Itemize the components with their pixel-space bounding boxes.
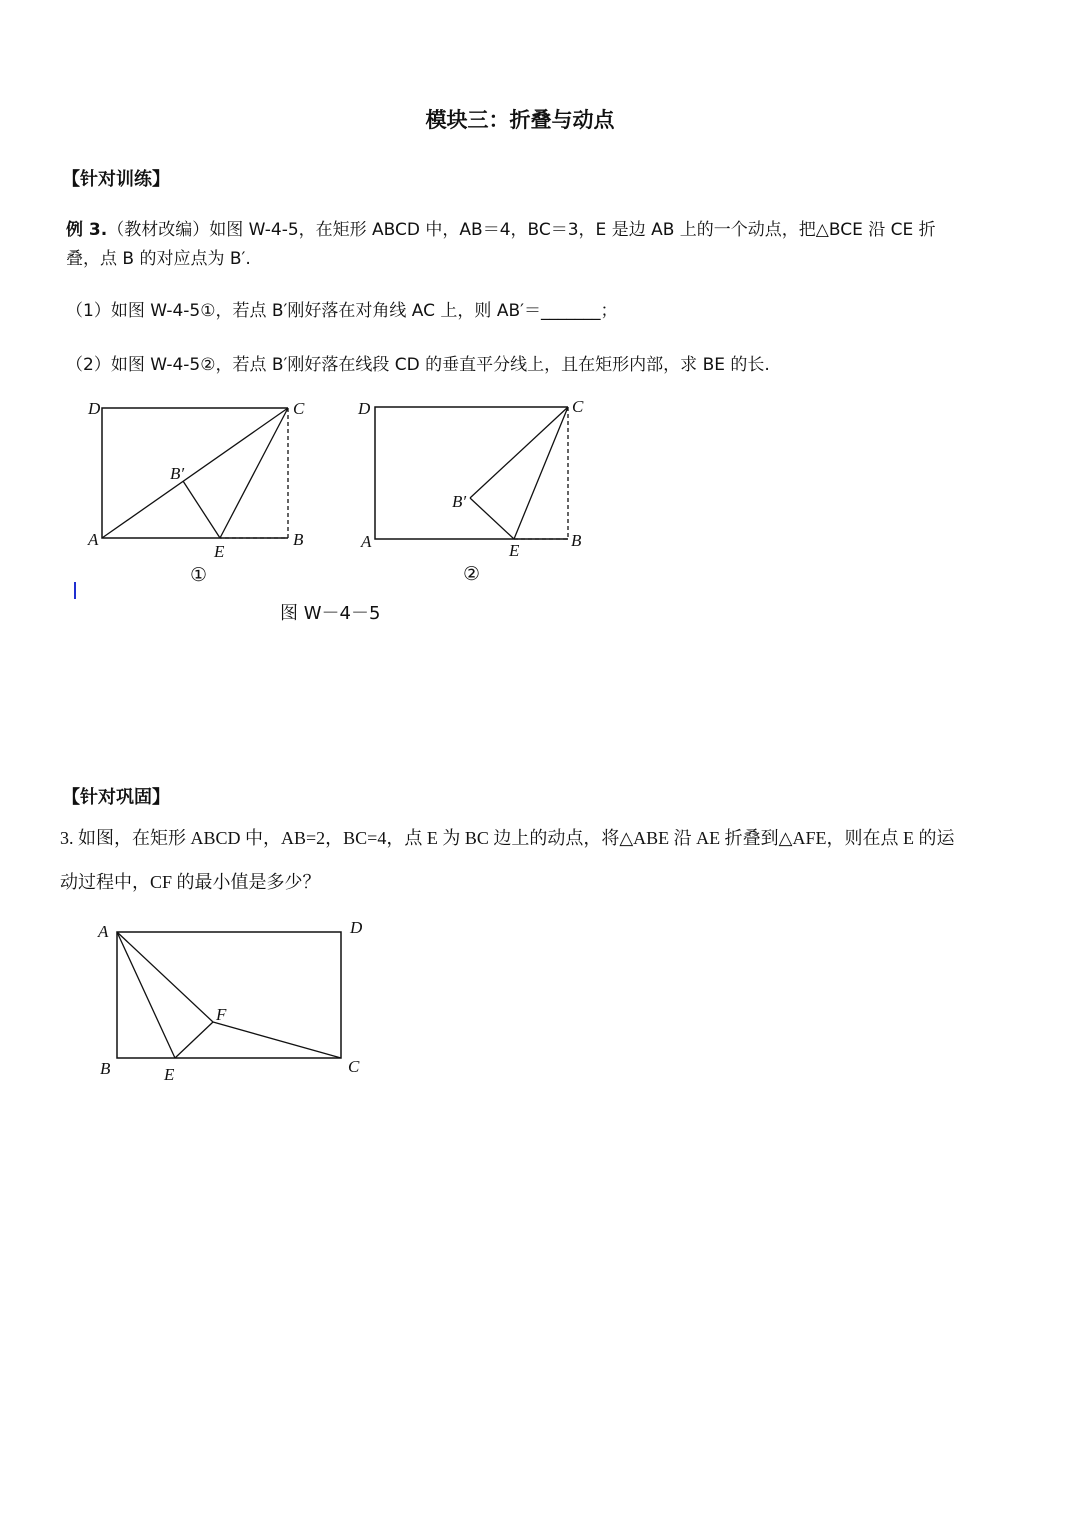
figure-2: [357, 397, 584, 585]
section-heading-training: 【针对训练】: [62, 169, 170, 190]
fig2-rect-edges: [375, 407, 568, 539]
fig1-segment-ce: [220, 408, 288, 538]
example-3-text: [66, 216, 1026, 274]
fig1-label-c: C: [293, 399, 305, 418]
p3-label-e: E: [164, 1065, 175, 1084]
figure-problem-3: [90, 912, 380, 1092]
fig1-diagonal-ac: [102, 408, 288, 538]
section-heading-consolidation: 【针对巩固】: [62, 787, 170, 808]
fig1-label-b-prime: B′: [170, 464, 185, 483]
fig2-label-d: D: [358, 399, 371, 418]
page-title: 模块三：折叠与动点: [425, 108, 615, 132]
fig2-label-c: C: [572, 397, 584, 416]
fig2-label-b-prime: B′: [452, 492, 467, 511]
fig1-label-e: E: [214, 542, 225, 561]
fig1-label-d: D: [88, 399, 101, 418]
p3-label-f: F: [216, 1005, 227, 1024]
p3-segment-fc: [213, 1022, 341, 1058]
fig1-number: ①: [190, 565, 208, 586]
p3-segment-af: [117, 932, 213, 1022]
p3-label-a: A: [98, 922, 109, 941]
fig2-segment-ce: [514, 407, 568, 539]
p3-segment-ef: [175, 1022, 213, 1058]
fig2-label-e: E: [509, 541, 520, 560]
fig2-segment-b1e: [470, 498, 514, 539]
example-text-line2: 叠，点 B 的对应点为 B′.: [66, 249, 251, 269]
example-label: 例 3.: [66, 220, 108, 240]
question-2: （2）如图 W-4-5②，若点 B′刚好落在线段 CD 的垂直平分线上，且在矩形内部，求 BE 的长.: [66, 355, 770, 375]
text-cursor: [74, 582, 76, 599]
p3-rectangle-abcd: [117, 932, 341, 1058]
fig2-label-a: A: [361, 532, 372, 551]
fig2-number: ②: [463, 564, 481, 585]
fig1-label-b: B: [293, 530, 304, 549]
fig1-segment-b1e: [183, 481, 220, 538]
example-text-line1: （教材改编）如图 W-4-5，在矩形 ABCD 中，AB＝4，BC＝3，E 是边 AB 上的一个动点，把△BCE 沿 CE 折: [107, 220, 936, 240]
question-1: （1）如图 W-4-5①，若点 B′刚好落在对角线 AC 上，则 AB′＝_______；: [66, 301, 618, 321]
p3-label-d: D: [350, 918, 363, 937]
p3-label-b: B: [100, 1059, 111, 1078]
fig2-label-b: B: [571, 531, 582, 550]
figure-w-4-5: [80, 390, 620, 590]
problem-3-line2: 动过程中，CF 的最小值是多少？: [60, 872, 321, 892]
p3-segment-ae: [117, 932, 175, 1058]
figure-1: [87, 399, 305, 586]
figure-caption: 图 W－4－5: [280, 603, 381, 624]
fig2-segment-cb1: [470, 407, 568, 498]
p3-label-c: C: [348, 1057, 360, 1076]
fig1-label-a: A: [88, 530, 99, 549]
problem-3-line1: 3. 如图，在矩形 ABCD 中，AB=2，BC=4，点 E 为 BC 边上的动点，将△ABE 沿 AE 折叠到△AFE，则在点 E 的运: [60, 828, 955, 848]
